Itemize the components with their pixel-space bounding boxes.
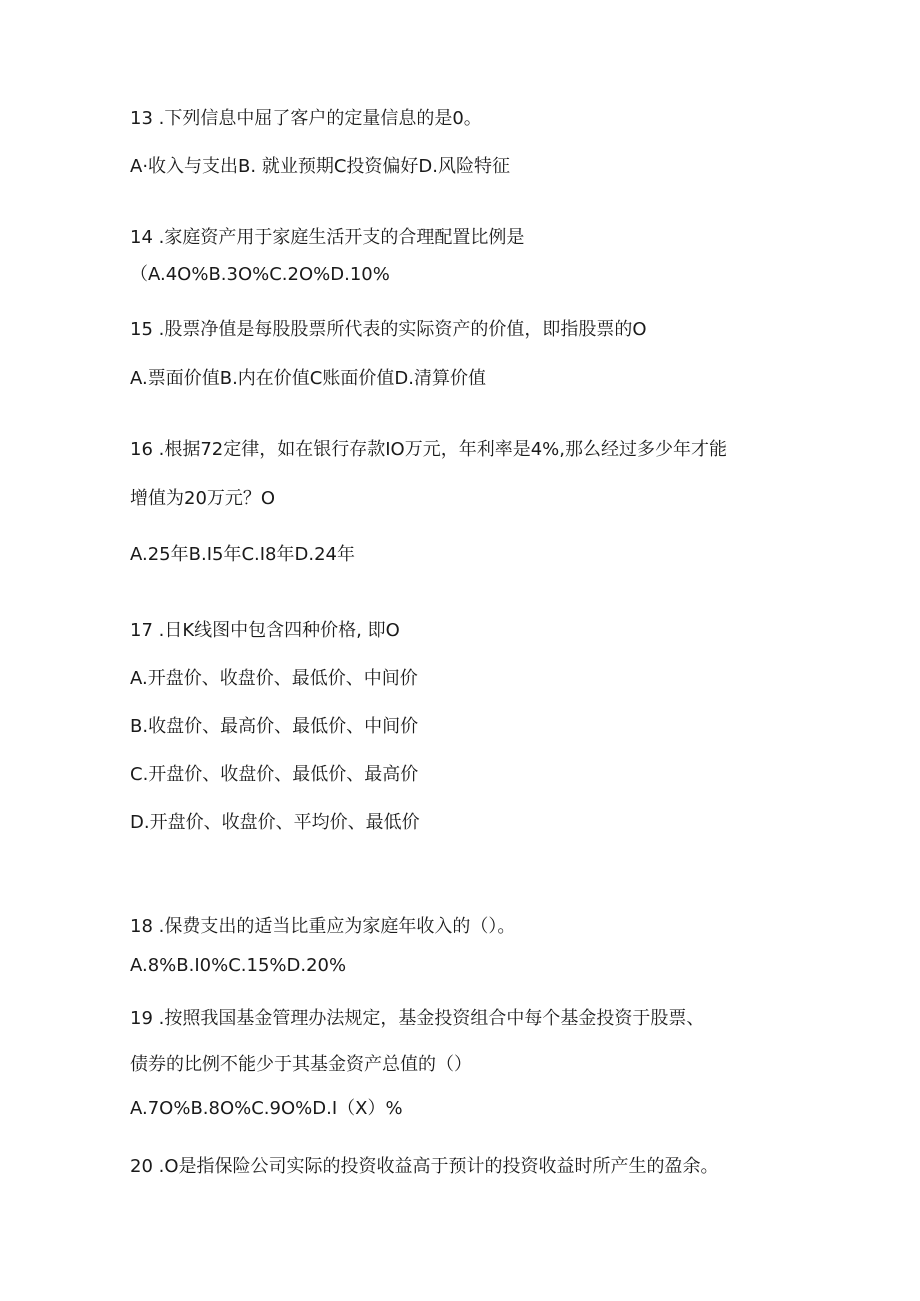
question-14-options: （A.4O%B.3O%C.2O%D.10% <box>130 264 390 285</box>
question-17-option-b: B.收盘价、最高价、最低价、中间价 <box>130 716 419 737</box>
question-20-stem: 20 .O是指保险公司实际的投资收益高于预计的投资收益时所产生的盈余。 <box>130 1156 719 1177</box>
question-17-option-a: A.开盘价、收盘价、最低价、中间价 <box>130 668 418 689</box>
question-15-options: A.票面价值B.内在价值C账面价值D.清算价值 <box>130 368 486 389</box>
question-19-options: A.7O%B.8O%C.9O%D.I（X）% <box>130 1098 403 1119</box>
question-16-stem: 16 .根据72定律，如在银行存款IO万元，年利率是4%,那么经过多少年才能 <box>130 439 728 460</box>
question-19-stem: 19 .按照我国基金管理办法规定，基金投资组合中每个基金投资于股票、 <box>130 1008 705 1029</box>
question-14-stem: 14 .家庭资产用于家庭生活开支的合理配置比例是 <box>130 227 525 248</box>
question-15-stem: 15 .股票净值是每股股票所代表的实际资产的价值，即指股票的O <box>130 319 647 340</box>
question-18-stem: 18 .保费支出的适当比重应为家庭年收入的（）。 <box>130 916 516 937</box>
question-18-options: A.8%B.I0%C.15%D.20% <box>130 955 347 976</box>
question-17-option-c: C.开盘价、收盘价、最低价、最高价 <box>130 764 419 785</box>
question-17-stem: 17 .日K线图中包含四种价格, 即O <box>130 620 400 641</box>
question-16-options: A.25年B.I5年C.I8年D.24年 <box>130 544 355 565</box>
question-13-options: A·收入与支出B. 就业预期C投资偏好D.风险特征 <box>130 156 510 177</box>
question-17-option-d: D.开盘价、收盘价、平均价、最低价 <box>130 812 420 833</box>
question-19-stem-continued: 债券的比例不能少于其基金资产总值的（） <box>130 1054 472 1075</box>
question-16-stem-continued: 增值为20万元？O <box>130 488 276 509</box>
question-13-stem: 13 .下列信息中屈了客户的定量信息的是0。 <box>130 108 482 129</box>
